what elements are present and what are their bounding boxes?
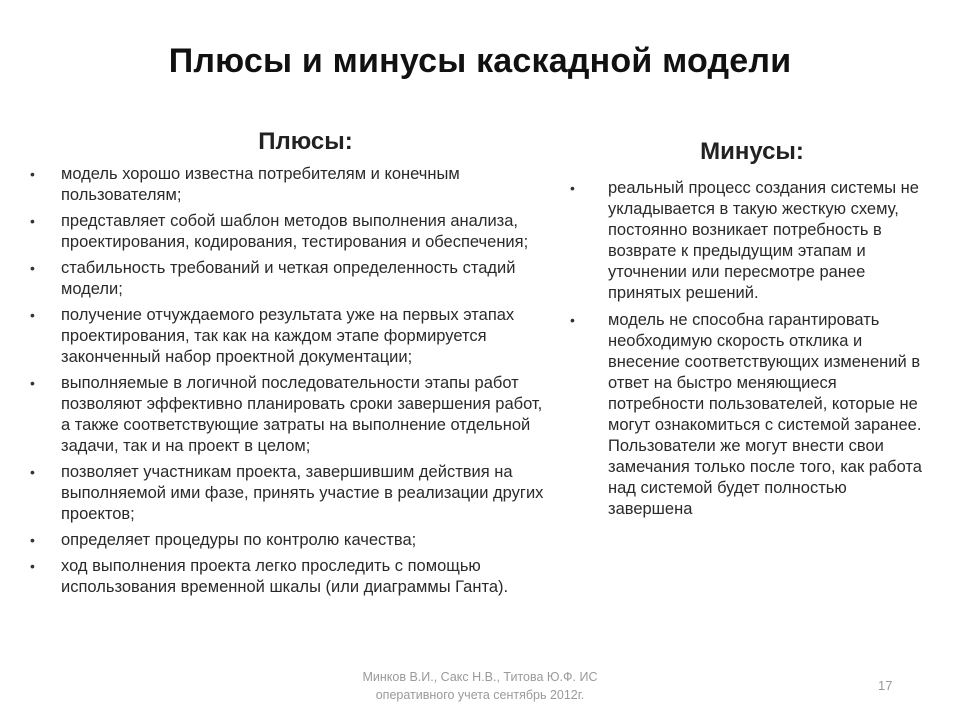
bullet-icon: • [30, 464, 35, 480]
bullet-icon: • [30, 307, 35, 323]
pros-item [28, 373, 553, 457]
pros-item-text: определяет процедуры по контролю качества; [61, 531, 417, 549]
bullet-icon: • [30, 260, 35, 276]
bullet-icon: • [30, 375, 35, 391]
pros-item-text: стабильность требований и четкая определенность стадий модели; [61, 259, 516, 298]
cons-item-text: реальный процесс создания системы не укладывается в такую жесткую схему, постоянно возникает потребность в возврате к предыдущим этапам и уточнении или пересмотре ранее принятых решений. [608, 179, 919, 302]
bullet-icon: • [30, 532, 35, 548]
bullet-icon: • [30, 558, 35, 574]
pros-item [28, 462, 553, 525]
footer-line-2: оперативного учета сентябрь 2012г. [375, 688, 585, 702]
page-number: 17 [878, 678, 893, 693]
cons-item-text: модель не способна гарантировать необходимую скорость отклика и внесение соответствующих изменений в ответ на быстро меняющиеся потребности пользователей, которые не могут ознакомиться с системой заранее. Пользователи же могут внести свои замечания только после того, как работа над системой будет полностью завершена [608, 311, 922, 518]
bullet-icon: • [570, 180, 575, 196]
cons-item [568, 178, 928, 304]
bullet-icon: • [570, 312, 575, 328]
pros-item [28, 305, 553, 368]
pros-item-text: представляет собой шаблон методов выполнения анализа, проектирования, кодирования, тестирования и обеспечения; [61, 212, 529, 251]
footer-line-1: Минков В.И., Сакс Н.В., Титова Ю.Ф. ИС [362, 670, 598, 684]
pros-item-text: ход выполнения проекта легко проследить с помощью использования временной шкалы (или диаграммы Ганта). [61, 557, 509, 596]
pros-item-text: получение отчуждаемого результата уже на первых этапах проектирования, так как на каждом этапе формируется законченный набор проектной документации; [61, 306, 515, 366]
pros-item-text: позволяет участникам проекта, завершившим действия на выполняемой ими фазе, принять участие в реализации других проектов; [61, 463, 544, 523]
bullet-icon: • [30, 166, 35, 182]
pros-item [28, 211, 553, 253]
pros-column [28, 128, 553, 603]
pros-item [28, 258, 553, 300]
pros-item-text: выполняемые в логичной последовательности этапы работ позволяют эффективно планировать сроки завершения работ, а также соответствующие затраты на выполнение отдельной задачи, так и на проект в целом; [61, 374, 543, 455]
pros-list [28, 164, 553, 598]
pros-item-text: модель хорошо известна потребителям и конечным пользователям; [61, 165, 460, 204]
bullet-icon: • [30, 213, 35, 229]
pros-item [28, 164, 553, 206]
pros-heading: Плюсы: [258, 128, 353, 155]
slide-title: Плюсы и минусы каскадной модели [168, 42, 792, 80]
cons-column [568, 138, 928, 526]
footer-credit [330, 668, 630, 704]
cons-heading: Минусы: [700, 138, 804, 165]
pros-item [28, 556, 553, 598]
cons-list [568, 178, 928, 520]
cons-item [568, 310, 928, 520]
pros-item [28, 530, 553, 551]
